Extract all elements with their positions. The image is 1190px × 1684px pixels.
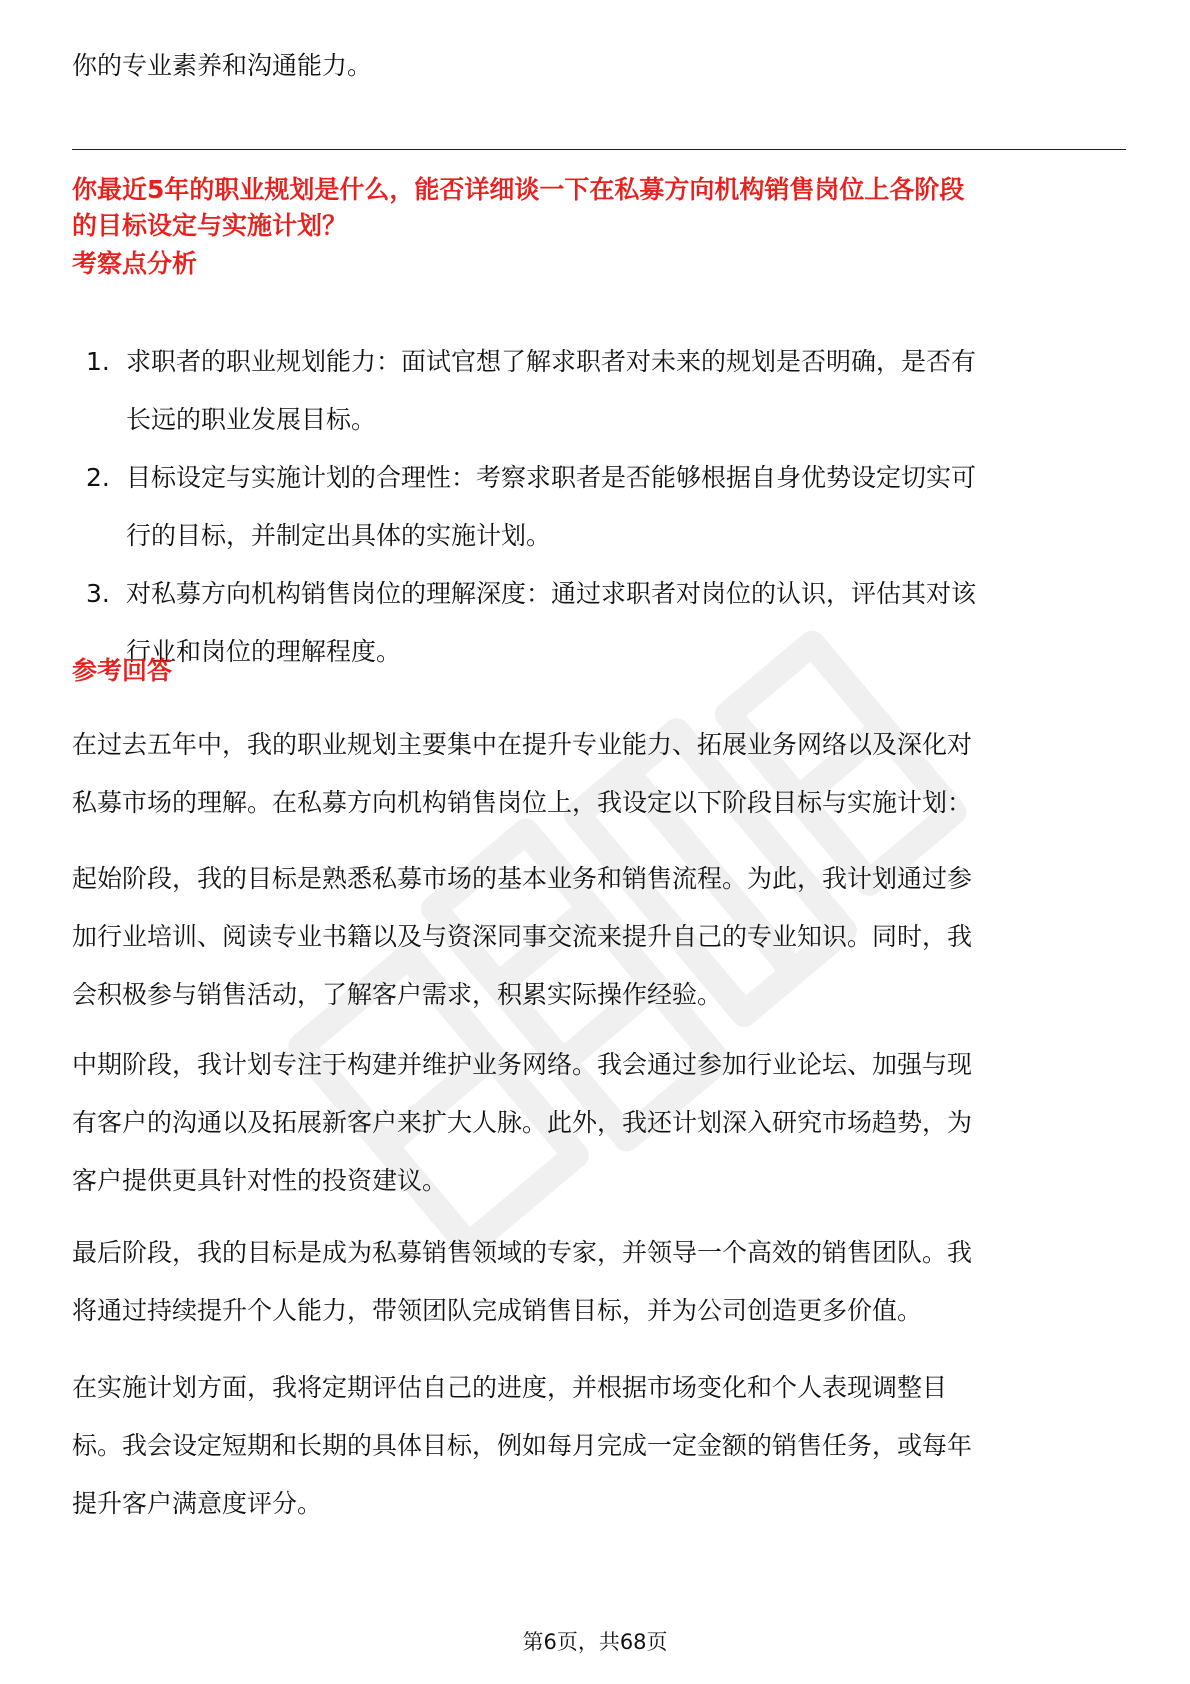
paragraph-line: 中期阶段，我计划专注于构建并维护业务网络。我会通过参加行业论坛、加强与现: [72, 1050, 973, 1079]
list-number: 2.: [86, 463, 110, 492]
answer-paragraph: [72, 1036, 1126, 1210]
answer-paragraph: [72, 1224, 1126, 1340]
paragraph-line: 标。我会设定短期和长期的具体目标，例如每月完成一定金额的销售任务，或每年: [72, 1431, 973, 1460]
page-number-footer: 第6页，共68页: [522, 1630, 668, 1654]
list-item: [72, 565, 1126, 681]
continued-text: 你的专业素养和沟通能力。: [72, 51, 373, 80]
list-line: 目标设定与实施计划的合理性：考察求职者是否能够根据自身优势设定切实可: [126, 463, 977, 492]
paragraph-line: 起始阶段，我的目标是熟悉私募市场的基本业务和销售流程。为此，我计划通过参: [72, 864, 973, 893]
analysis-list: [72, 333, 1126, 681]
list-item: [72, 449, 1126, 565]
question-line: 你最近5年的职业规划是什么，能否详细谈一下在私募方向机构销售岗位上各阶段: [72, 175, 965, 204]
paragraph-line: 在过去五年中，我的职业规划主要集中在提升专业能力、拓展业务网络以及深化对: [72, 730, 973, 759]
list-number: 3.: [86, 579, 110, 608]
list-item: [72, 333, 1126, 449]
answer-paragraph: [72, 850, 1126, 1024]
paragraph-line: 有客户的沟通以及拓展新客户来扩大人脉。此外，我还计划深入研究市场趋势，为: [72, 1108, 973, 1137]
list-line: 对私募方向机构销售岗位的理解深度：通过求职者对岗位的认识，评估其对该: [126, 579, 977, 608]
answer-heading: 参考回答: [72, 656, 173, 685]
section-divider: [72, 149, 1126, 150]
list-line: 行的目标，并制定出具体的实施计划。: [126, 521, 552, 550]
paragraph-line: 会积极参与销售活动，了解客户需求，积累实际操作经验。: [72, 980, 723, 1009]
paragraph-line: 提升客户满意度评分。: [72, 1489, 323, 1518]
paragraph-line: 私募市场的理解。在私募方向机构销售岗位上，我设定以下阶段目标与实施计划：: [72, 788, 973, 817]
paragraph-line: 最后阶段，我的目标是成为私募销售领域的专家，并领导一个高效的销售团队。我: [72, 1238, 973, 1267]
analysis-heading: 考察点分析: [72, 249, 198, 278]
answer-paragraph: [72, 1359, 1126, 1533]
list-line: 行业和岗位的理解程度。: [126, 637, 402, 666]
paragraph-line: 在实施计划方面，我将定期评估自己的进度，并根据市场变化和个人表现调整目: [72, 1373, 948, 1402]
question-heading: [72, 172, 1126, 244]
list-line: 长远的职业发展目标。: [126, 405, 377, 434]
question-line: 的目标设定与实施计划？: [72, 211, 348, 240]
paragraph-line: 客户提供更具针对性的投资建议。: [72, 1166, 448, 1195]
paragraph-line: 将通过持续提升个人能力，带领团队完成销售目标，并为公司创造更多价值。: [72, 1296, 923, 1325]
answer-paragraph: [72, 716, 1126, 832]
list-line: 求职者的职业规划能力：面试官想了解求职者对未来的规划是否明确，是否有: [126, 347, 977, 376]
paragraph-line: 加行业培训、阅读专业书籍以及与资深同事交流来提升自己的专业知识。同时，我: [72, 922, 973, 951]
list-number: 1.: [86, 347, 110, 376]
